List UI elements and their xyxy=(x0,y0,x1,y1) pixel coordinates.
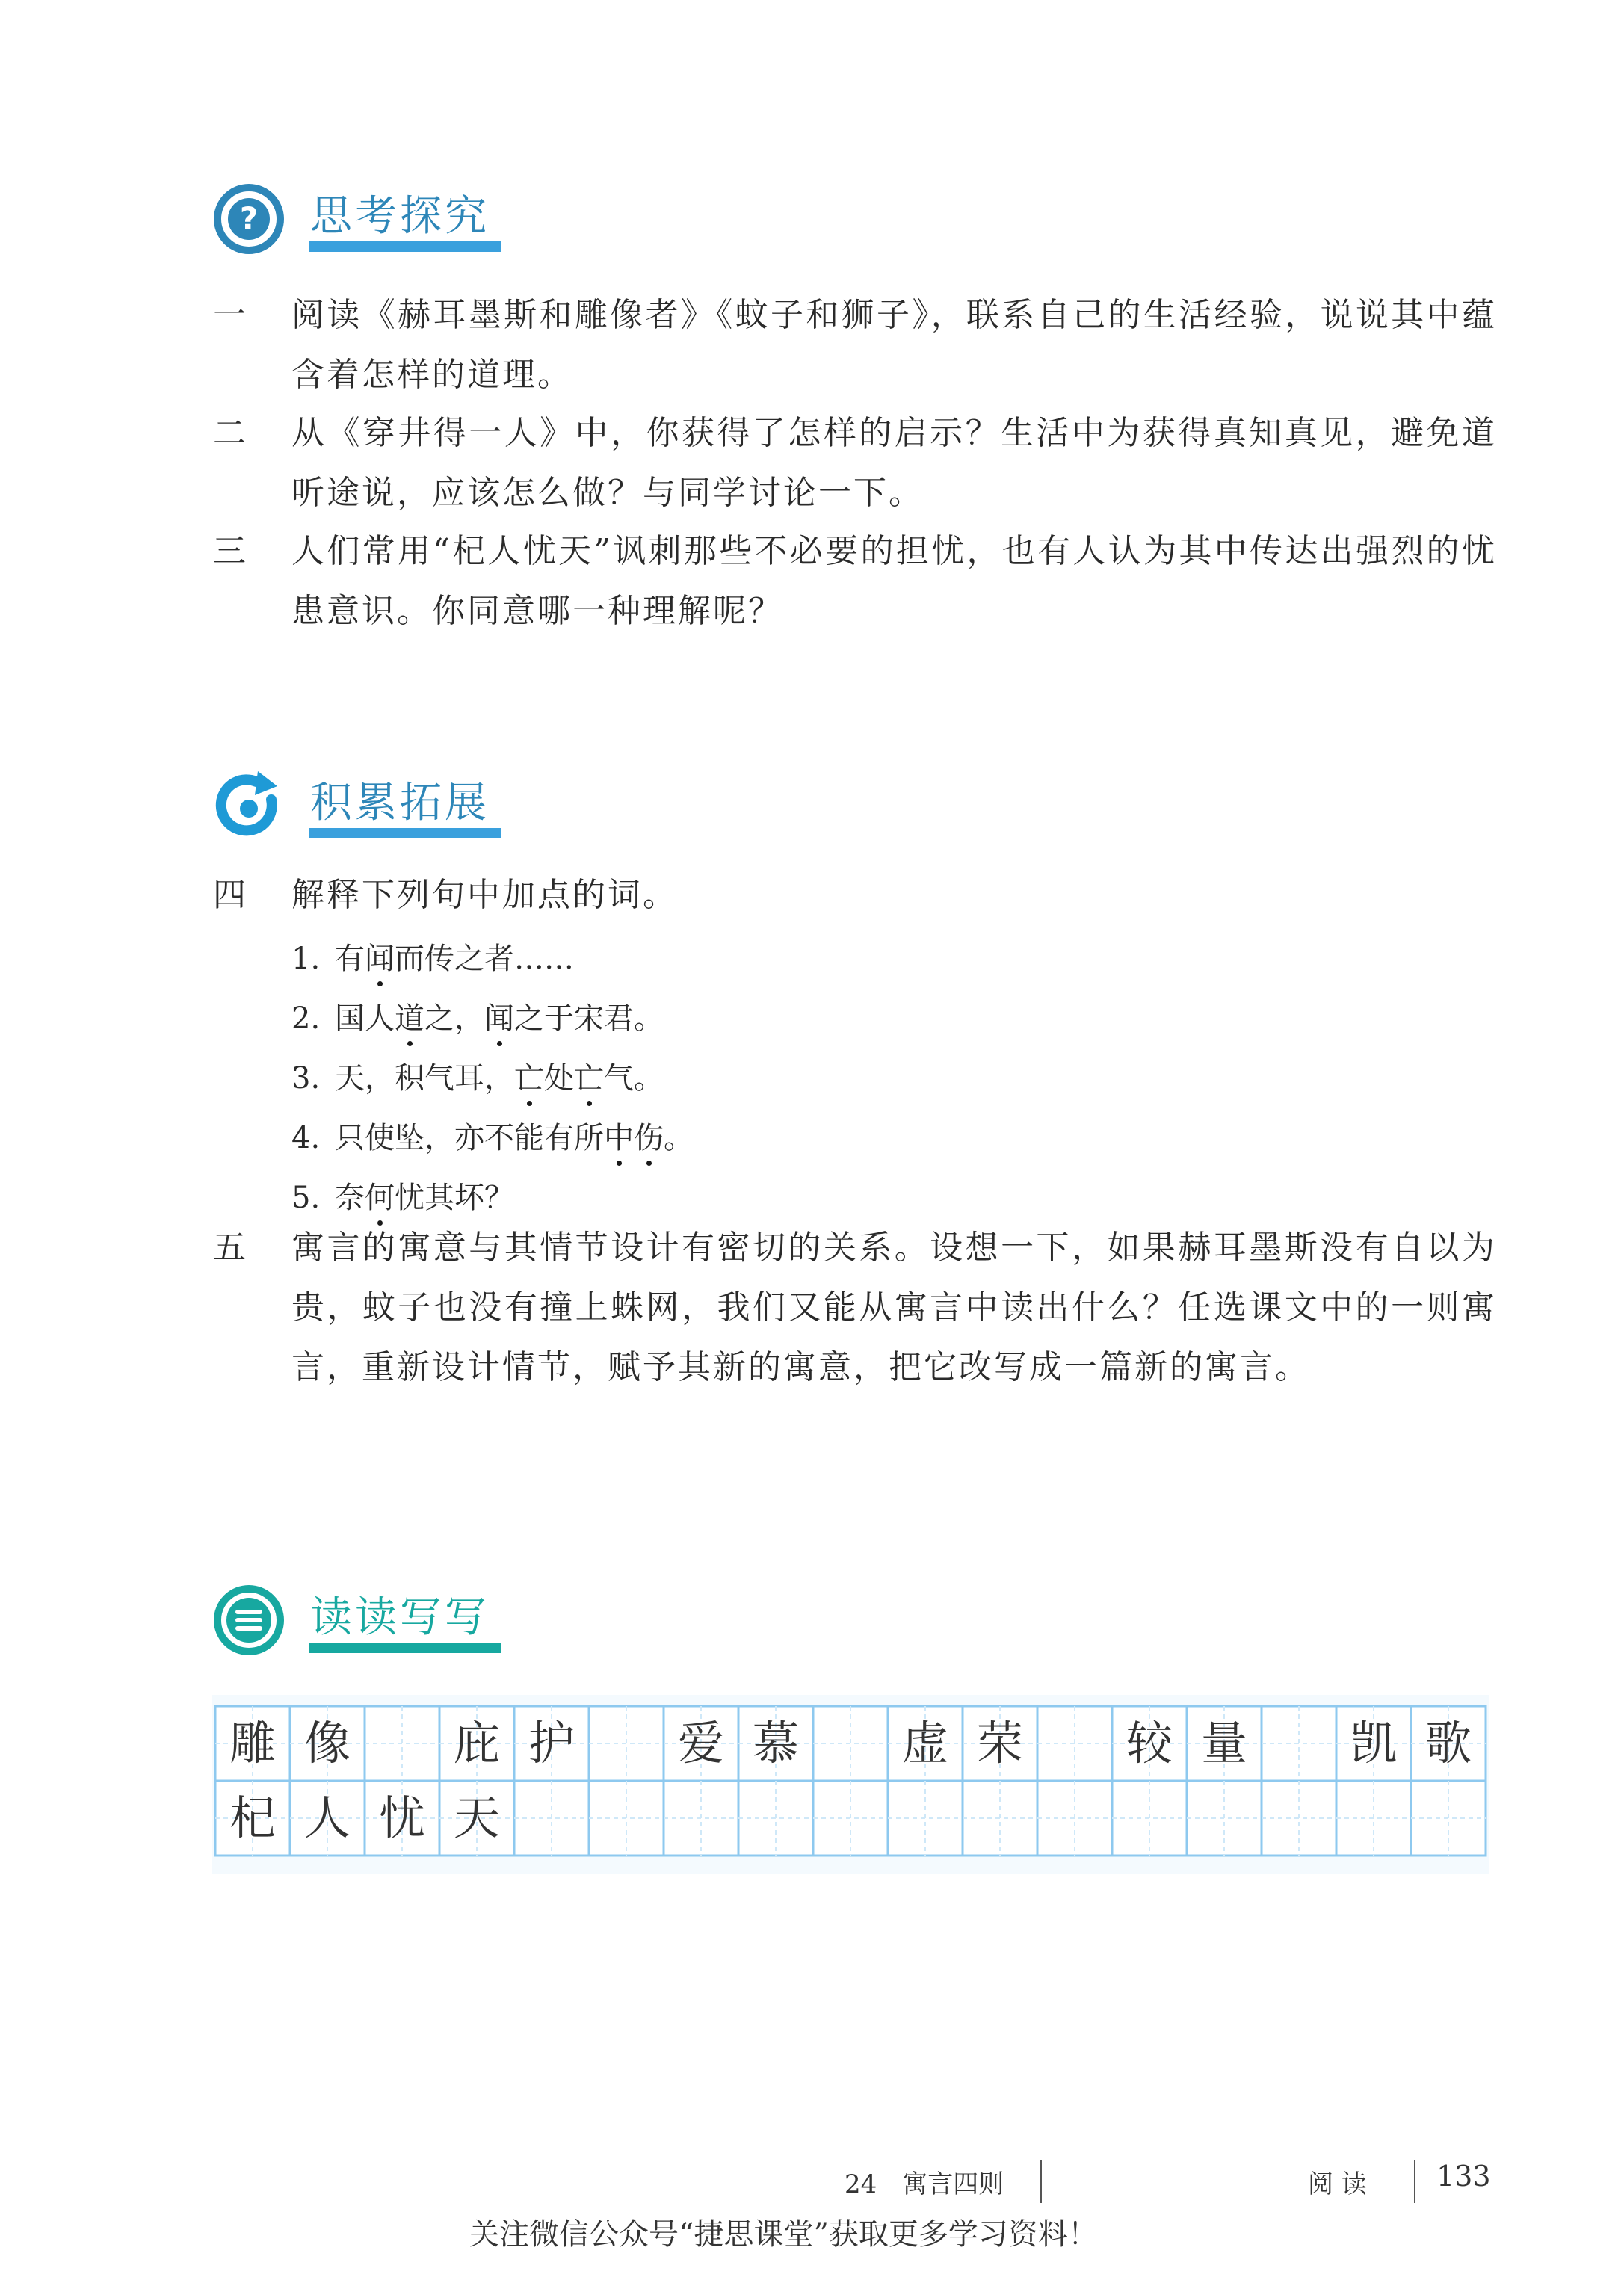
question-text: 从《穿井得一人》中，你获得了怎样的启示？生活中为获得真知真见，避免道听途说，应该怎么做？与同学讨论一下。 xyxy=(291,414,1497,512)
grid-character: 雕 xyxy=(229,1716,276,1770)
title-underline xyxy=(309,241,501,252)
sub-item-text: 之， xyxy=(424,1001,484,1036)
refresh-arrow-icon xyxy=(213,770,285,841)
question-number: 二 xyxy=(213,414,246,452)
question-2 xyxy=(213,404,1497,523)
title-underline xyxy=(309,828,501,838)
question-text: 寓言的寓意与其情节设计有密切的关系。设想一下，如果赫耳墨斯没有自以为贵，蚊子也没有撞上蛛网，我们又能从寓言中读出什么？任选课文中的一则寓言，重新设计情节，赋予其新的寓意，把它改写成一篇新的寓言。 xyxy=(291,1229,1497,1386)
sub-item xyxy=(291,1060,664,1097)
emphasized-word: 道 xyxy=(395,1001,424,1036)
sub-item-number: 2. xyxy=(291,1001,321,1036)
question-1 xyxy=(213,285,1497,405)
footer-divider xyxy=(1040,2160,1042,2203)
question-5 xyxy=(213,1218,1497,1397)
sub-item-number: 5. xyxy=(291,1181,321,1215)
emphasized-word: 何 xyxy=(365,1181,395,1215)
emphasized-word: 亡 xyxy=(514,1061,544,1096)
question-icon xyxy=(213,183,285,255)
section-title-accumulate: 积累拓展 xyxy=(310,779,490,827)
grid-character: 歌 xyxy=(1424,1716,1472,1770)
emphasized-word: 伤 xyxy=(634,1121,664,1155)
grid-character: 较 xyxy=(1126,1716,1173,1770)
question-number: 五 xyxy=(213,1229,246,1267)
sub-item-text: 只使坠，亦不能有所 xyxy=(335,1121,604,1155)
grid-character: 像 xyxy=(303,1716,351,1770)
grid-character: 杞 xyxy=(229,1791,276,1845)
footer-unit: 阅 读 xyxy=(1308,2169,1367,2199)
sub-item-text: 。 xyxy=(664,1121,694,1155)
sub-item-text: 天，积气耳， xyxy=(335,1061,514,1096)
question-text: 人们常用“杞人忧天”讽刺那些不必要的担忧，也有人认为其中传达出强烈的忧患意识。你同意哪一种理解呢？ xyxy=(291,532,1497,630)
grid-character: 护 xyxy=(528,1716,575,1770)
question-3 xyxy=(213,522,1497,641)
sub-item xyxy=(291,1119,694,1157)
question-text: 解释下列句中加点的词。 xyxy=(291,876,678,914)
grid-character: 慕 xyxy=(752,1716,799,1770)
sub-item-text: 而传之者…… xyxy=(395,942,574,976)
grid-character: 虚 xyxy=(901,1716,948,1770)
sub-item-text: 国人 xyxy=(335,1001,395,1036)
grid-character: 爱 xyxy=(677,1716,724,1770)
grid-character: 忧 xyxy=(378,1791,425,1845)
sub-item xyxy=(291,940,574,977)
sub-item-text: 之于宋君。 xyxy=(514,1001,664,1036)
grid-character: 荣 xyxy=(976,1716,1023,1770)
grid-character: 量 xyxy=(1200,1716,1247,1770)
footer-divider xyxy=(1414,2160,1415,2203)
sub-item xyxy=(291,1179,514,1217)
grid-character: 人 xyxy=(303,1791,351,1845)
question-number: 一 xyxy=(213,296,246,334)
page-number: 133 xyxy=(1436,2160,1491,2193)
question-4 xyxy=(213,865,1497,925)
sub-item-text: 处 xyxy=(544,1061,574,1096)
title-underline xyxy=(309,1643,501,1653)
emphasized-word: 闻 xyxy=(484,1001,514,1036)
sub-item-text: 忧其坏？ xyxy=(395,1181,514,1215)
emphasized-word: 闻 xyxy=(365,942,395,976)
question-number: 三 xyxy=(213,532,246,570)
emphasized-word: 中 xyxy=(604,1121,634,1155)
sub-item xyxy=(291,1000,664,1037)
sub-item-text: 奈 xyxy=(335,1181,365,1215)
sub-item-text: 气。 xyxy=(604,1061,664,1096)
sub-item-text: 有 xyxy=(335,942,365,976)
writing-grid xyxy=(212,1695,1489,1874)
section-title-readwrite: 读读写写 xyxy=(310,1593,490,1642)
question-number: 四 xyxy=(213,876,246,914)
section-title-think: 思考探究 xyxy=(310,192,490,241)
sub-item-number: 1. xyxy=(291,942,321,976)
sub-item-number: 3. xyxy=(291,1061,321,1096)
footer-lesson: 24 寓言四则 xyxy=(845,2169,1004,2199)
grid-character: 天 xyxy=(453,1791,500,1845)
footer-notice: 关注微信公众号“捷思课堂”获取更多学习资料！ xyxy=(469,2217,1098,2252)
grid-character: 庇 xyxy=(453,1716,500,1770)
question-text: 阅读《赫耳墨斯和雕像者》《蚊子和狮子》，联系自己的生活经验，说说其中蕴含着怎样的道理。 xyxy=(291,296,1497,394)
emphasized-word: 亡 xyxy=(574,1061,604,1096)
grid-character: 凯 xyxy=(1350,1716,1397,1770)
svg-text:?: ? xyxy=(239,200,259,237)
list-icon xyxy=(213,1584,285,1656)
sub-item-number: 4. xyxy=(291,1121,321,1155)
